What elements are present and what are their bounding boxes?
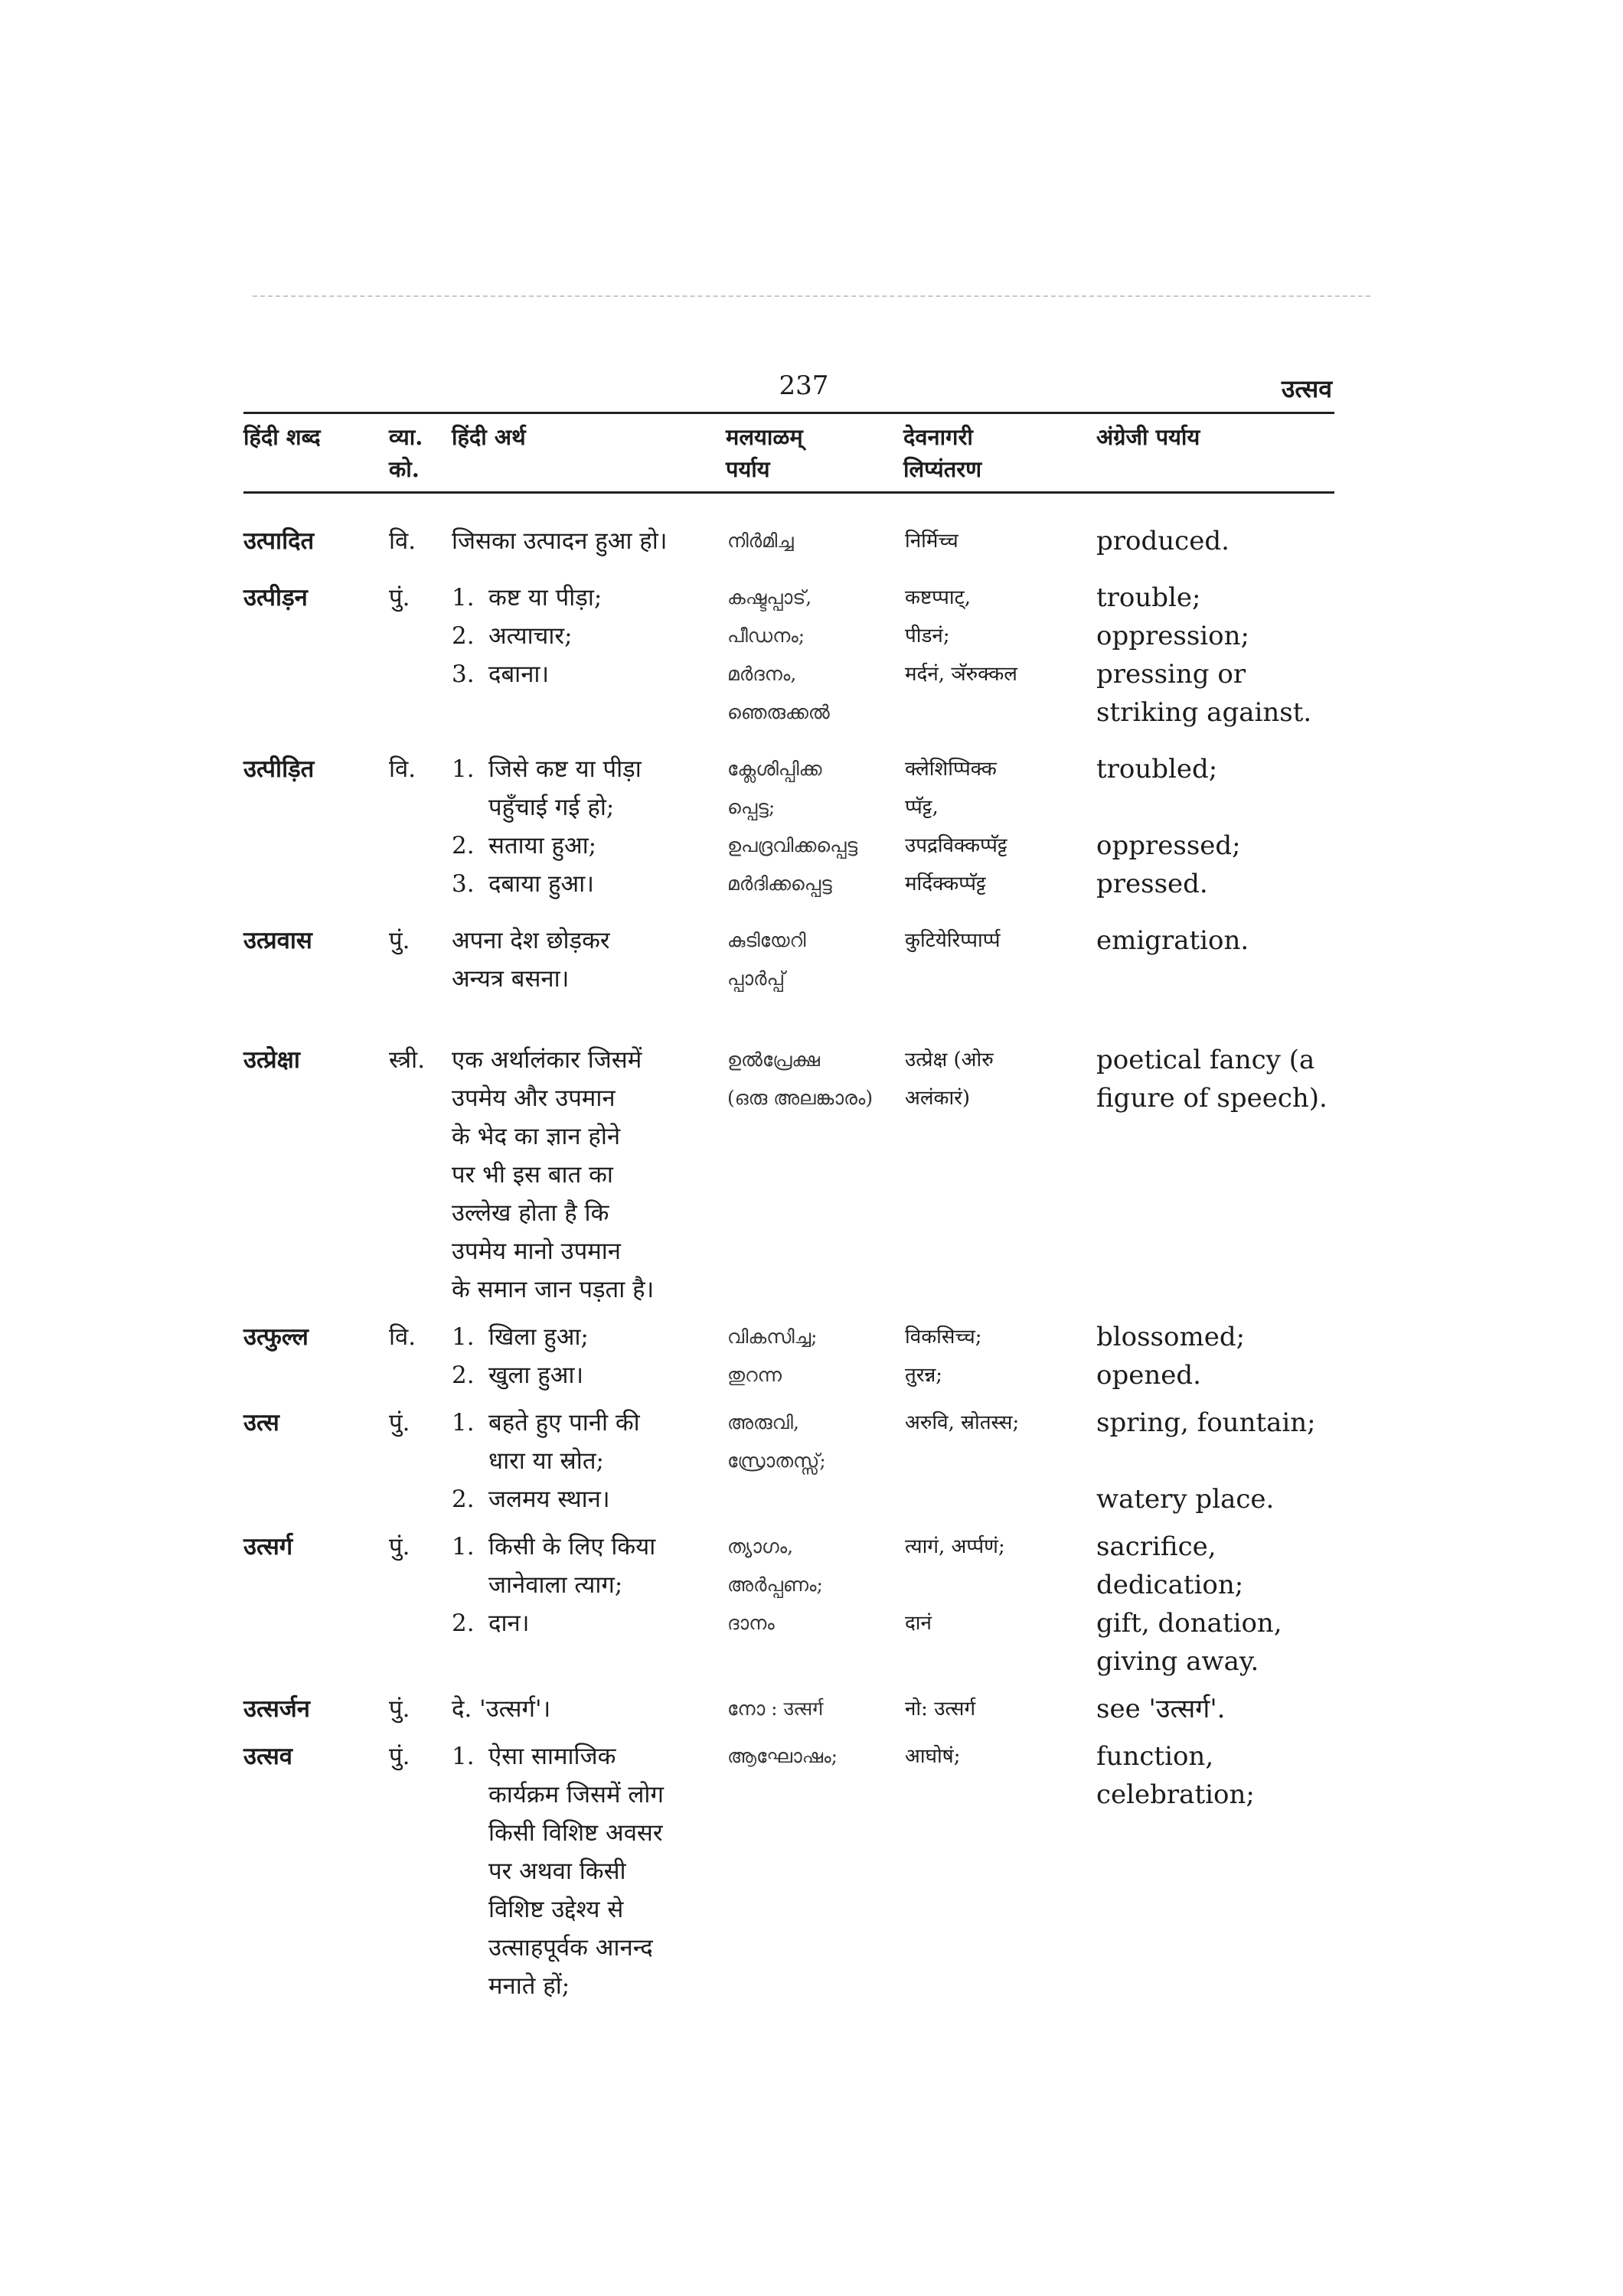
meaning-text: दान। bbox=[488, 1609, 530, 1637]
headword: उत्प्रेक्षा bbox=[243, 1046, 300, 1074]
malayalam-equivalent-line: പ്പാർപ്പ് bbox=[727, 967, 785, 990]
meaning-text: सताया हुआ; bbox=[488, 832, 597, 859]
column-header-grammar bbox=[389, 421, 452, 485]
meaning-text: मनाते हों; bbox=[488, 1972, 570, 2000]
english-equivalent-line: blossomed; bbox=[1096, 1322, 1246, 1352]
devanagari-transliteration bbox=[905, 921, 1096, 998]
devanagari-transliteration-line: अरुवि, स्रोतस्स; bbox=[905, 1411, 1020, 1434]
malayalam-equivalent-line: ക്ലേശിപ്പിക്ക bbox=[727, 758, 822, 780]
headword: उत्सर्जन bbox=[243, 1695, 311, 1723]
devanagari-transliteration-line bbox=[905, 1480, 1096, 1518]
hindi-meaning bbox=[452, 1737, 727, 2005]
grammar-label: पुं. bbox=[389, 1695, 410, 1723]
grammar-label: वि. bbox=[389, 1323, 416, 1351]
dictionary-entry bbox=[243, 579, 1334, 732]
meaning-text: जिसे कष्ट या पीड़ा bbox=[488, 755, 642, 783]
malayalam-equivalent-line: പീഡനം; bbox=[727, 625, 805, 647]
meaning-text: अपना देश छोड़कर bbox=[452, 927, 610, 954]
malayalam-equivalent-line: വികസിച്ച; bbox=[727, 1326, 818, 1348]
english-equivalent bbox=[1096, 921, 1334, 998]
malayalam-equivalent bbox=[727, 921, 905, 998]
meaning-line bbox=[452, 1480, 727, 1518]
headword: उत्सर्ग bbox=[243, 1533, 293, 1561]
sense-number: 1. bbox=[452, 1409, 475, 1437]
english-equivalent-line: pressed. bbox=[1096, 869, 1208, 899]
meaning-line bbox=[452, 960, 727, 998]
entry-spacer bbox=[243, 1518, 1334, 1528]
malayalam-equivalent-line: അരുവി, bbox=[727, 1411, 799, 1433]
entry-spacer bbox=[243, 1309, 1334, 1318]
meaning-text: उत्साहपूर्वक आनन्द bbox=[488, 1934, 653, 1962]
meaning-line bbox=[452, 827, 727, 865]
english-equivalent bbox=[1096, 1041, 1334, 1117]
meaning-text: अन्यत्र बसना। bbox=[452, 965, 570, 993]
devanagari-transliteration bbox=[905, 1528, 1096, 1681]
meaning-text: पर अथवा किसी bbox=[488, 1857, 626, 1885]
malayalam-equivalent bbox=[727, 1737, 905, 1776]
english-equivalent bbox=[1096, 1318, 1334, 1394]
meaning-line bbox=[452, 865, 727, 903]
headword: उत्पीड़न bbox=[243, 584, 308, 612]
hindi-meaning bbox=[452, 1318, 727, 1394]
english-equivalent-line: emigration. bbox=[1096, 925, 1249, 956]
grammar-label: पुं. bbox=[389, 927, 410, 954]
english-equivalent-line: figure of speech). bbox=[1096, 1083, 1327, 1114]
meaning-text: जानेवाला त्याग; bbox=[488, 1571, 623, 1599]
meaning-text: पर भी इस बात का bbox=[452, 1161, 613, 1189]
devanagari-transliteration bbox=[905, 1041, 1096, 1117]
sense-number: 1. bbox=[452, 1533, 475, 1561]
entry-spacer bbox=[243, 903, 1334, 921]
meaning-text: कार्यक्रम जिसमें लोग bbox=[488, 1781, 664, 1808]
devanagari-transliteration-line bbox=[905, 1442, 1096, 1480]
english-equivalent-line: troubled; bbox=[1096, 754, 1218, 784]
meaning-line bbox=[452, 1690, 727, 1728]
devanagari-transliteration-line: उपद्रविक्कप्पॅट्ट bbox=[905, 834, 1007, 857]
devanagari-transliteration-line: तुरन्न; bbox=[905, 1364, 943, 1387]
english-equivalent-line: gift, donation, bbox=[1096, 1608, 1282, 1639]
meaning-line bbox=[452, 617, 727, 655]
english-equivalent bbox=[1096, 1404, 1334, 1518]
sense-number: 3. bbox=[452, 870, 475, 898]
meaning-line bbox=[452, 750, 727, 788]
grammar-label: पुं. bbox=[389, 584, 410, 612]
devanagari-transliteration-line: मर्दिक्कप्पॅट्ट bbox=[905, 872, 986, 895]
dictionary-entry bbox=[243, 750, 1334, 903]
english-equivalent-line: oppressed; bbox=[1096, 830, 1241, 861]
devanagari-transliteration-line: क्लेशिप्पिक्क bbox=[905, 758, 997, 781]
meaning-line bbox=[452, 1776, 727, 1814]
english-equivalent-line: opened. bbox=[1096, 1360, 1201, 1391]
malayalam-equivalent-line: ഉപദ്രവിക്കപ്പെട്ട bbox=[727, 834, 858, 856]
meaning-text: ऐसा सामाजिक bbox=[488, 1743, 616, 1770]
meaning-line bbox=[452, 1318, 727, 1356]
devanagari-transliteration-line bbox=[905, 960, 1096, 998]
english-equivalent-line: oppression; bbox=[1096, 621, 1249, 651]
meaning-line bbox=[452, 1404, 727, 1442]
devanagari-transliteration-line: दानं bbox=[905, 1612, 932, 1635]
meaning-line bbox=[452, 1890, 727, 1929]
grammar-label: पुं. bbox=[389, 1533, 410, 1561]
grammar-label: स्त्री. bbox=[389, 1046, 426, 1074]
malayalam-equivalent-line: തുറന്ന bbox=[727, 1364, 782, 1386]
dictionary-entry bbox=[243, 1041, 1334, 1309]
malayalam-equivalent-line: മർദിക്കപ്പെട്ട bbox=[727, 872, 832, 895]
malayalam-equivalent-line: ത്യാഗം, bbox=[727, 1535, 794, 1557]
hindi-meaning bbox=[452, 921, 727, 998]
malayalam-equivalent-line: മർദനം, bbox=[727, 663, 797, 685]
dictionary-entry bbox=[243, 921, 1334, 998]
malayalam-equivalent bbox=[727, 522, 905, 560]
english-equivalent-line: pressing or bbox=[1096, 659, 1246, 690]
english-equivalent-line bbox=[1096, 788, 1334, 827]
english-equivalent-line: see 'उत्सर्ग'. bbox=[1096, 1694, 1226, 1724]
meaning-text: खिला हुआ; bbox=[488, 1323, 589, 1351]
meaning-text: खुला हुआ। bbox=[488, 1362, 584, 1389]
devanagari-transliteration-line: विकसिच्च; bbox=[905, 1326, 982, 1349]
headword: उत्पीड़ित bbox=[243, 755, 315, 783]
english-equivalent bbox=[1096, 1690, 1334, 1728]
dictionary-entry bbox=[243, 522, 1334, 560]
devanagari-transliteration-line: अलंकारं) bbox=[905, 1087, 970, 1110]
dictionary-entry bbox=[243, 1404, 1334, 1518]
meaning-text: किसी विशिष्ट अवसर bbox=[488, 1819, 663, 1847]
meaning-text: दे. 'उत्सर्ग'। bbox=[452, 1695, 551, 1723]
devanagari-transliteration-line bbox=[905, 1642, 1096, 1681]
column-header-grammar-line-2: को. bbox=[389, 456, 420, 482]
meaning-line bbox=[452, 1356, 727, 1394]
english-equivalent bbox=[1096, 1528, 1334, 1681]
malayalam-equivalent bbox=[727, 579, 905, 732]
malayalam-equivalent-line: സ്രോതസ്സ്; bbox=[727, 1450, 826, 1472]
entry-spacer bbox=[243, 1681, 1334, 1690]
english-equivalent bbox=[1096, 579, 1334, 732]
meaning-text: उपमेय मानो उपमान bbox=[452, 1238, 621, 1265]
meaning-text: बहते हुए पानी की bbox=[488, 1409, 640, 1437]
headword: उत्स bbox=[243, 1409, 279, 1437]
english-equivalent-line: produced. bbox=[1096, 526, 1229, 556]
hindi-meaning bbox=[452, 750, 727, 903]
dictionary-entry bbox=[243, 1690, 1334, 1728]
hindi-meaning bbox=[452, 1404, 727, 1518]
devanagari-transliteration bbox=[905, 1690, 1096, 1728]
malayalam-equivalent-line: ദാനം bbox=[727, 1612, 775, 1634]
headword: उत्पादित bbox=[243, 527, 315, 555]
english-equivalent-line: spring, fountain; bbox=[1096, 1407, 1316, 1438]
devanagari-transliteration-line: निर्मिच्च bbox=[905, 530, 958, 553]
column-header-devanagari-line-1: देवनागरी bbox=[903, 424, 973, 450]
meaning-line bbox=[452, 1528, 727, 1566]
devanagari-transliteration-line: उत्प्रेक्ष (ओरु bbox=[905, 1049, 994, 1071]
hindi-meaning bbox=[452, 1528, 727, 1642]
column-header-grammar-line-1: व्या. bbox=[389, 424, 423, 450]
malayalam-equivalent-line: നിർമിച്ച bbox=[727, 530, 794, 552]
english-equivalent bbox=[1096, 522, 1334, 560]
devanagari-transliteration-line: नो: उत्सर्ग bbox=[905, 1698, 976, 1720]
sense-number: 2. bbox=[452, 832, 475, 859]
malayalam-equivalent-line: ആഘോഷം; bbox=[727, 1745, 838, 1767]
meaning-text: के समान जान पड़ता है। bbox=[452, 1276, 655, 1303]
sense-number: 3. bbox=[452, 660, 475, 688]
meaning-line bbox=[452, 1566, 727, 1604]
meaning-line bbox=[452, 579, 727, 617]
meaning-text: जलमय स्थान। bbox=[488, 1486, 610, 1513]
dictionary-entry bbox=[243, 1318, 1334, 1394]
column-header-devanagari bbox=[903, 421, 1087, 485]
devanagari-transliteration-line bbox=[905, 693, 1096, 732]
devanagari-transliteration-line: मर्दनं, ञॅरुक्कल bbox=[905, 663, 1017, 686]
meaning-line bbox=[452, 1117, 727, 1156]
header-top-rule bbox=[243, 412, 1334, 414]
column-header-english: अंग्रेजी पर्याय bbox=[1096, 424, 1200, 450]
devanagari-transliteration bbox=[905, 1737, 1096, 1776]
malayalam-equivalent bbox=[727, 1404, 905, 1518]
devanagari-transliteration bbox=[905, 750, 1096, 903]
malayalam-equivalent bbox=[727, 1318, 905, 1394]
meaning-line bbox=[452, 1967, 727, 2005]
devanagari-transliteration-line: पीडनं; bbox=[905, 625, 950, 647]
malayalam-equivalent-line: അർപ്പണം; bbox=[727, 1574, 823, 1596]
meaning-line bbox=[452, 1232, 727, 1270]
entry-spacer bbox=[243, 1728, 1334, 1737]
meaning-line bbox=[452, 1814, 727, 1852]
meaning-text: दबाना। bbox=[488, 660, 550, 688]
grammar-label: वि. bbox=[389, 755, 416, 783]
meaning-text: जिसका उत्पादन हुआ हो। bbox=[452, 527, 668, 555]
meaning-line bbox=[452, 788, 727, 827]
dictionary-entry bbox=[243, 1737, 1334, 2005]
headword: उत्फुल्ल bbox=[243, 1323, 309, 1351]
malayalam-equivalent-line: കഷ്ടപ്പാട്, bbox=[727, 586, 812, 608]
column-header-malayalam bbox=[726, 421, 902, 485]
sense-number: 1. bbox=[452, 1323, 475, 1351]
meaning-line bbox=[452, 1852, 727, 1890]
devanagari-transliteration-line: आघोषं; bbox=[905, 1745, 961, 1768]
column-header-word: हिंदी शब्द bbox=[243, 424, 321, 450]
malayalam-equivalent-line bbox=[727, 1642, 905, 1681]
english-equivalent-line: dedication; bbox=[1096, 1570, 1244, 1600]
dictionary-entries bbox=[243, 522, 1334, 2005]
hindi-meaning bbox=[452, 579, 727, 693]
devanagari-transliteration-line: त्यागं, अर्प्पणं; bbox=[905, 1535, 1005, 1558]
entry-spacer bbox=[243, 732, 1334, 750]
headword: उत्सव bbox=[243, 1743, 293, 1770]
malayalam-equivalent-line: നോ : उत्सर्ग bbox=[727, 1698, 824, 1720]
column-header-malayalam-line-2: पर्याय bbox=[726, 456, 770, 482]
meaning-text: उपमेय और उपमान bbox=[452, 1084, 616, 1112]
devanagari-transliteration-line: प्पॅट्ट, bbox=[905, 796, 939, 819]
running-head: उत्सव bbox=[1281, 374, 1332, 403]
devanagari-transliteration-line bbox=[905, 1566, 1096, 1604]
column-header-meaning: हिंदी अर्थ bbox=[452, 424, 526, 450]
entry-spacer bbox=[243, 560, 1334, 579]
english-equivalent-line: sacrifice, bbox=[1096, 1531, 1216, 1562]
meaning-line bbox=[452, 1604, 727, 1642]
english-equivalent-line: striking against. bbox=[1096, 697, 1312, 728]
english-equivalent-line bbox=[1096, 1442, 1334, 1480]
devanagari-transliteration-line: कष्टप्पाट्, bbox=[905, 586, 972, 609]
malayalam-equivalent-line: പ്പെട്ട; bbox=[727, 796, 776, 818]
meaning-text: अत्याचार; bbox=[488, 622, 573, 650]
scan-artifact-line bbox=[253, 295, 1370, 297]
english-equivalent-line: watery place. bbox=[1096, 1484, 1275, 1515]
meaning-line bbox=[452, 1442, 727, 1480]
malayalam-equivalent-line: (ഒരു അലങ്കാരം) bbox=[727, 1087, 874, 1109]
devanagari-transliteration bbox=[905, 1404, 1096, 1518]
entry-spacer bbox=[243, 998, 1334, 1041]
hindi-meaning bbox=[452, 1041, 727, 1309]
meaning-line bbox=[452, 1929, 727, 1967]
sense-number: 1. bbox=[452, 755, 475, 783]
devanagari-transliteration bbox=[905, 1318, 1096, 1394]
english-equivalent-line: giving away. bbox=[1096, 1646, 1259, 1677]
meaning-text: विशिष्ट उद्देश्य से bbox=[488, 1896, 624, 1923]
english-equivalent bbox=[1096, 750, 1334, 903]
dictionary-entry bbox=[243, 1528, 1334, 1681]
sense-number: 2. bbox=[452, 622, 475, 650]
meaning-text: कष्ट या पीड़ा; bbox=[488, 584, 603, 612]
meaning-line bbox=[452, 655, 727, 693]
sense-number: 2. bbox=[452, 1609, 475, 1637]
english-equivalent-line: poetical fancy (a bbox=[1096, 1045, 1315, 1075]
english-equivalent bbox=[1096, 1737, 1334, 1814]
sense-number: 2. bbox=[452, 1362, 475, 1389]
english-equivalent-line: trouble; bbox=[1096, 582, 1201, 613]
meaning-text: उल्लेख होता है कि bbox=[452, 1199, 609, 1227]
malayalam-equivalent bbox=[727, 1690, 905, 1728]
meaning-line bbox=[452, 1156, 727, 1194]
meaning-line bbox=[452, 921, 727, 960]
devanagari-transliteration-line: कुटियेरिप्पार्प्प bbox=[905, 929, 1001, 952]
meaning-text: दबाया हुआ। bbox=[488, 870, 594, 898]
sense-number: 1. bbox=[452, 1743, 475, 1770]
meaning-text: धारा या स्रोत; bbox=[488, 1447, 604, 1475]
meaning-text: पहुँचाई गई हो; bbox=[488, 794, 615, 821]
malayalam-equivalent bbox=[727, 1041, 905, 1117]
header-bottom-rule bbox=[243, 491, 1334, 494]
sense-number: 2. bbox=[452, 1486, 475, 1513]
meaning-line bbox=[452, 522, 727, 560]
english-equivalent-line: function, bbox=[1096, 1741, 1214, 1772]
devanagari-transliteration bbox=[905, 579, 1096, 732]
malayalam-equivalent-line bbox=[727, 1480, 905, 1518]
page-number: 237 bbox=[779, 370, 829, 401]
malayalam-equivalent-line: ഞെരുക്കൽ bbox=[727, 701, 830, 723]
column-header-devanagari-line-2: लिप्यंतरण bbox=[903, 456, 982, 482]
malayalam-equivalent-line: കുടിയേറി bbox=[727, 929, 806, 951]
malayalam-equivalent-line: ഉൽപ്രേക്ഷ bbox=[727, 1049, 820, 1071]
sense-number: 1. bbox=[452, 584, 475, 612]
meaning-line bbox=[452, 1737, 727, 1776]
meaning-line bbox=[452, 1079, 727, 1117]
entry-spacer bbox=[243, 1394, 1334, 1404]
english-equivalent-line: celebration; bbox=[1096, 1779, 1255, 1810]
grammar-label: पुं. bbox=[389, 1409, 410, 1437]
devanagari-transliteration bbox=[905, 522, 1096, 560]
headword: उत्प्रवास bbox=[243, 927, 312, 954]
meaning-text: एक अर्थालंकार जिसमें bbox=[452, 1046, 642, 1074]
hindi-meaning bbox=[452, 522, 727, 560]
meaning-text: किसी के लिए किया bbox=[488, 1533, 656, 1561]
meaning-line bbox=[452, 1194, 727, 1232]
meaning-text: के भेद का ज्ञान होने bbox=[452, 1123, 621, 1150]
hindi-meaning bbox=[452, 1690, 727, 1728]
english-equivalent-line bbox=[1096, 960, 1334, 998]
malayalam-equivalent bbox=[727, 750, 905, 903]
grammar-label: वि. bbox=[389, 527, 416, 555]
meaning-line bbox=[452, 1041, 727, 1079]
meaning-line bbox=[452, 1270, 727, 1309]
grammar-label: पुं. bbox=[389, 1743, 410, 1770]
malayalam-equivalent bbox=[727, 1528, 905, 1681]
column-header-malayalam-line-1: मलयाळम् bbox=[726, 424, 803, 450]
